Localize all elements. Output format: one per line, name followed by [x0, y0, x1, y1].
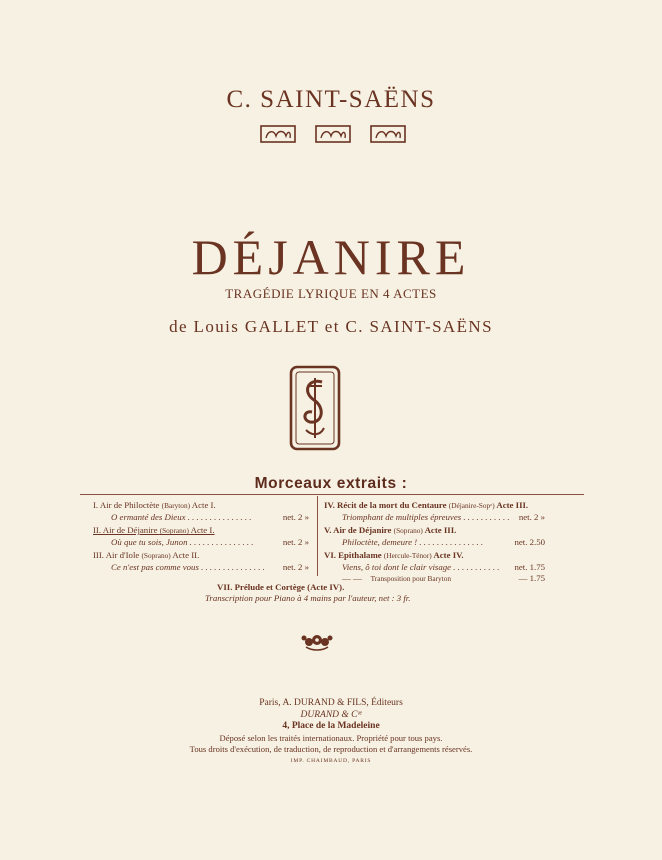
piece-act: Acte III. — [496, 500, 529, 510]
prelude-transcription: Transcription pour Piano à 4 mains par l'auteur, net : 3 fr. — [205, 592, 411, 603]
publisher-successor: DURAND & Cᶦᵉ — [300, 709, 362, 720]
piece-voice: (Soprano) — [393, 526, 423, 536]
piece-price: net. 2.50 — [514, 536, 545, 547]
piece-incipit: Ce n'est pas comme vous — [111, 561, 199, 572]
extracts-right-column — [324, 500, 545, 584]
piece-title: V. Air de Déjanire — [324, 525, 392, 536]
publisher-block — [0, 698, 662, 756]
prelude-block — [205, 582, 565, 603]
piece-incipit: Viens, ô toi dont le clair visage — [342, 561, 452, 572]
prelude-title: VII. Prélude et Cortège (Acte IV). — [217, 582, 345, 592]
ornament-icon — [313, 124, 353, 144]
piece-voice: (Baryton) — [161, 501, 191, 510]
authors-line: de Louis GALLET et C. SAINT-SAËNS — [169, 317, 493, 336]
printer-imprint: IMP. CHAIMBAUD, PARIS — [290, 758, 372, 764]
composer-name: C. SAINT-SAËNS — [226, 86, 436, 113]
transposition-dash: — — — [342, 572, 362, 583]
piece-title: VI. Epithalame — [324, 550, 382, 561]
opera-subtitle: TRAGÉDIE LYRIQUE EN 4 ACTES — [225, 286, 437, 301]
piece-price: net. 2 » — [282, 536, 309, 547]
extracts-left-column — [93, 500, 309, 573]
ornament-icon — [258, 124, 298, 144]
piece-incipit: O ermanté des Dieux — [111, 511, 186, 522]
list-item: I. Air de Philoctète (Baryton) Acte I. O ermanté des Dieux . . . . . . . . . . . . . . . net. 2 » — [93, 500, 309, 522]
list-item: V. Air de Déjanire (Soprano) Acte III. Philoctète, demeure ! . . . . . . . . . . . . . . . net. 2.50 — [324, 525, 545, 547]
transposition-price: — 1.75 — [518, 572, 545, 583]
header-ornaments — [258, 124, 408, 146]
transposition-label: Transposition pour Baryton — [370, 573, 451, 583]
piece-price: net. 2 » — [282, 561, 309, 572]
rights-notice: Tous droits d'exécution, de traduction, de reproduction et d'arrangements réservés. — [189, 744, 473, 754]
piece-incipit: Philoctète, demeure ! — [342, 536, 418, 547]
list-item: III. Air d'Iole (Soprano) Acte II. Ce n'est pas comme vous . . . . . . . . . . . . . . . net. 2 » — [93, 550, 309, 572]
piece-title: I. Air de Philoctète — [93, 500, 160, 510]
piece-act: Acte III. — [424, 525, 457, 536]
piece-price: net. 1.75 — [514, 561, 545, 572]
piece-title: II. Air de Déjanire — [93, 525, 158, 536]
piece-voice: (Soprano) — [159, 526, 189, 536]
floral-ornament-icon — [298, 630, 336, 652]
piece-incipit: Triomphant de multiples épreuves — [342, 511, 462, 522]
piece-price: net. 2 » — [518, 511, 545, 522]
monogram-emblem-icon — [288, 364, 342, 452]
publisher-address: 4, Place de la Madeleine — [282, 721, 380, 731]
publisher-name: Paris, A. DURAND & FILS, Éditeurs — [259, 698, 403, 708]
piece-voice: (Déjanire-Sopᵒ) — [448, 501, 495, 510]
piece-act: Acte IV. — [433, 550, 464, 561]
piece-incipit: Où que tu sois, Junon — [111, 536, 188, 547]
list-item: VI. Epithalame (Hercule-Ténor) Acte IV. Viens, ô toi dont le clair visage . . . . . . . . . . . net. 1.75 — — Transposition pour Baryton — 1.75 — [324, 550, 545, 583]
extracts-heading: Morceaux extraits : — [254, 475, 408, 492]
piece-act: Acte I. — [190, 525, 215, 536]
divider — [80, 494, 584, 495]
legal-notice: Déposé selon les traités internationaux. Propriété pour tous pays. — [219, 732, 443, 743]
piece-title: IV. Récit de la mort du Centaure — [324, 500, 447, 510]
opera-title: DÉJANIRE — [191, 229, 471, 285]
piece-voice: (Hercule-Ténor) — [383, 551, 432, 561]
ornament-icon — [368, 124, 408, 144]
piece-act: Acte II. — [172, 550, 200, 561]
list-item: IV. Récit de la mort du Centaure (Déjanire-Sopᵒ) Acte III. Triomphant de multiples épreuves . . . . . . . . . . . net. 2 » — [324, 500, 545, 522]
column-divider — [317, 496, 318, 576]
piece-price: net. 2 » — [282, 511, 309, 522]
piece-title: III. Air d'Iole — [93, 550, 140, 561]
piece-act: Acte I. — [191, 500, 216, 510]
piece-voice: (Soprano) — [141, 551, 171, 561]
list-item: II. Air de Déjanire (Soprano) Acte I. Où que tu sois, Junon . . . . . . . . . . . . . . . net. 2 » — [93, 525, 309, 547]
